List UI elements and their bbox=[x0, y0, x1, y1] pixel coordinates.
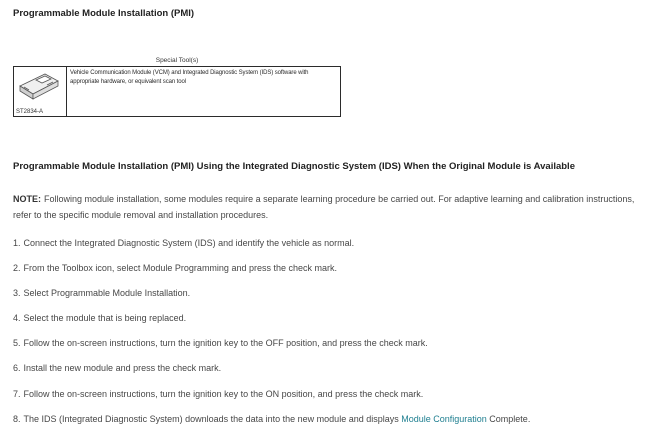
step-text: From the Toolbox icon, select Module Programming and press the check mark. bbox=[23, 263, 337, 274]
special-tools-caption: Special Tool(s) bbox=[155, 57, 199, 65]
step-number: 8. bbox=[13, 413, 21, 424]
step-text: Follow the on-screen instructions, turn the ignition key to the OFF position, and press the check mark. bbox=[23, 338, 428, 349]
step-number: 7. bbox=[13, 388, 21, 399]
step-text: Follow the on-screen instructions, turn the ignition key to the ON position, and press the check mark. bbox=[23, 388, 424, 399]
step-text bbox=[24, 414, 531, 424]
step-text: Select the module that is being replaced. bbox=[23, 313, 187, 324]
step-text-after: Complete. bbox=[486, 413, 531, 424]
step-item-8 bbox=[13, 413, 637, 426]
tool-figure-label: ST2834-A bbox=[16, 109, 44, 116]
step-item-1 bbox=[13, 237, 637, 250]
note-text: Following module installation, some modules require a separate learning procedure be carried out. For adaptive learning and calibration instructions, refer to the specific module removal and installation procedures. bbox=[13, 193, 635, 221]
step-item-2 bbox=[13, 262, 637, 275]
scan-tool-illustration-icon bbox=[16, 69, 64, 105]
special-tools-table bbox=[13, 66, 341, 117]
steps-list bbox=[13, 237, 637, 425]
note-paragraph bbox=[13, 191, 637, 224]
step-text: Connect the Integrated Diagnostic System (IDS) and identify the vehicle as normal. bbox=[23, 237, 355, 248]
step-item-5 bbox=[13, 337, 637, 350]
step-number: 1. bbox=[13, 237, 21, 248]
page-title: Programmable Module Installation (PMI) bbox=[13, 8, 195, 19]
step-item-4 bbox=[13, 312, 637, 325]
tool-image-cell bbox=[14, 67, 66, 116]
step-item-3 bbox=[13, 287, 637, 300]
step-number: 4. bbox=[13, 313, 21, 324]
note-label: NOTE: bbox=[13, 193, 41, 204]
step-item-7 bbox=[13, 388, 637, 401]
step-text: Install the new module and press the check mark. bbox=[23, 363, 222, 374]
step-number: 6. bbox=[13, 363, 21, 374]
step-item-6 bbox=[13, 362, 637, 375]
step-number: 3. bbox=[13, 288, 21, 299]
special-tools-section bbox=[13, 57, 341, 117]
step-number: 2. bbox=[13, 263, 21, 274]
section-heading: Programmable Module Installation (PMI) Using the Integrated Diagnostic System (IDS) When the Original Module is Available bbox=[13, 161, 575, 173]
module-configuration-link[interactable]: Module Configuration bbox=[401, 413, 487, 424]
step-text: Select Programmable Module Installation. bbox=[23, 288, 191, 299]
step-text-before: The IDS (Integrated Diagnostic System) downloads the data into the new module and displays bbox=[23, 413, 402, 424]
step-number: 5. bbox=[13, 338, 21, 349]
tool-description: Vehicle Communication Module (VCM) and Integrated Diagnostic System (IDS) software with appropriate hardware, or equivalent scan tool bbox=[66, 67, 340, 116]
